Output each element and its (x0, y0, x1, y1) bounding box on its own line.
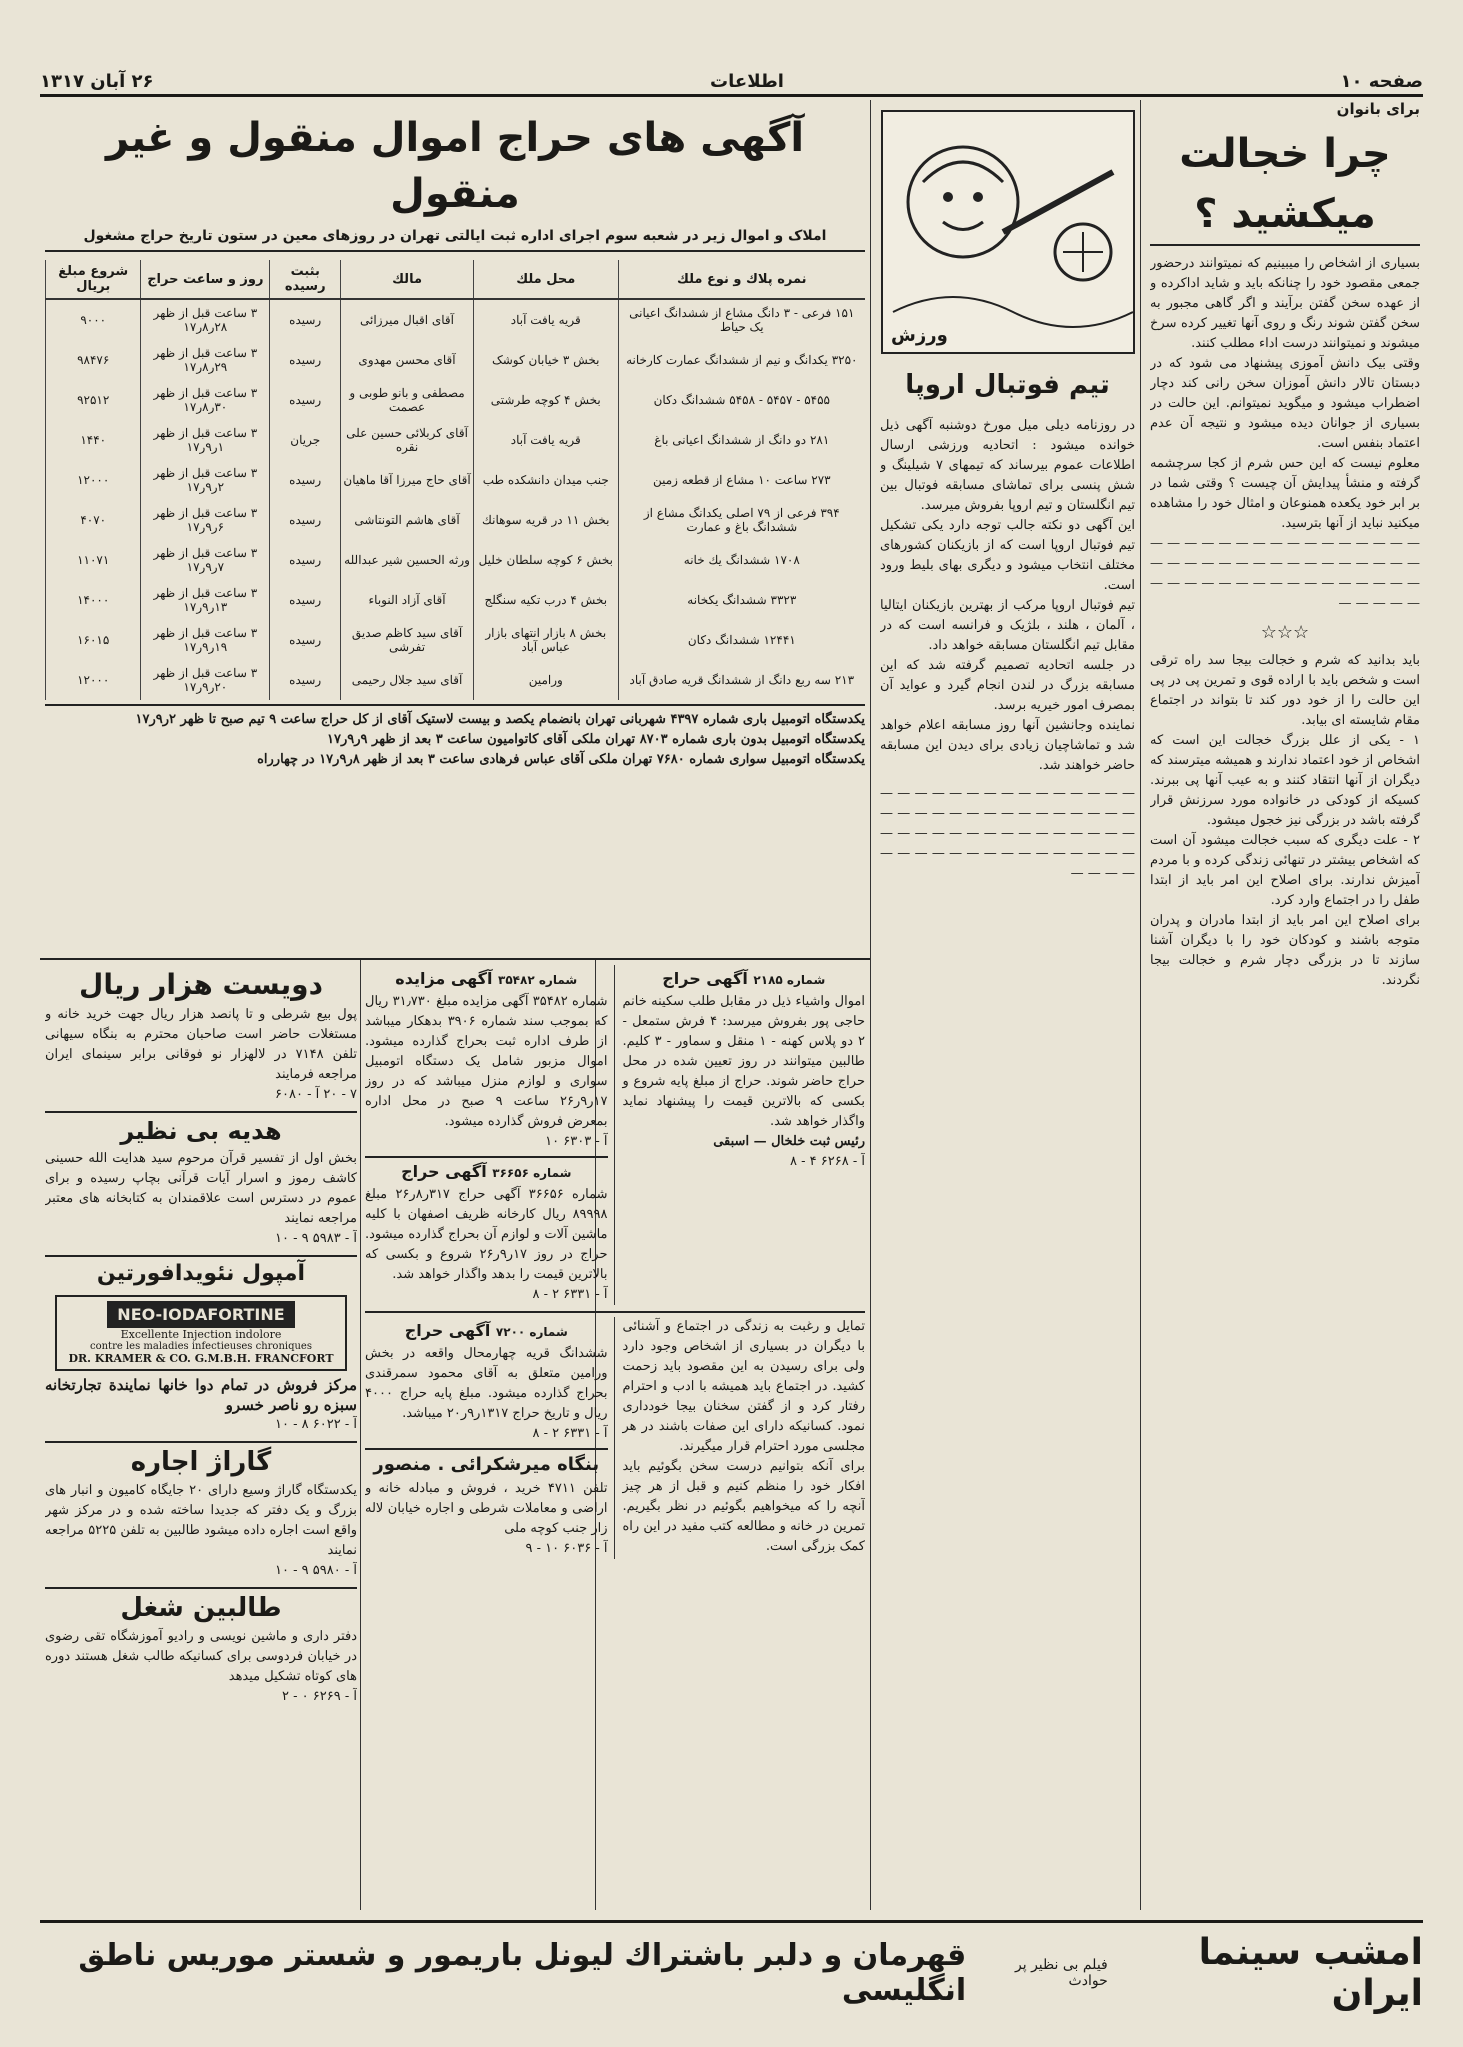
sports-illustration (881, 110, 1135, 354)
womens-paragraph: بسیاری از اشخاص را میبینیم که نمیتوانند درحضور جمعی مقصود خود را چنانکه باید و شاید اداکرده و از عهده سخن گفتن برآیند و اگر گاهی مجبور به سخن گفتن شوند رنگ و روی آنها تغییر کرده سرخ میشوند و نمیتوانند درست اداء مطلب کنند. (1150, 256, 1420, 351)
ad-code: آ - ۵۹۸۳ ۹ - ۱۰ (275, 1231, 357, 1246)
table-row (46, 420, 866, 460)
table-cell: قریه یافت آباد (473, 420, 618, 460)
column-rule (1140, 100, 1141, 1910)
table-cell: ۲۱۳ سه ربع دانگ از ششدانگ قریه صادق آباد (618, 660, 865, 700)
paper-name: اطلاعات (710, 71, 784, 92)
table-cell: ۳ ساعت قبل از ظهر ۱۳ر۹ر۱۷ (141, 580, 270, 620)
table-cell: ۱۲۴۴۱ ششدانگ دکان (618, 620, 865, 660)
ad-text: اموال واشیاء ذیل در مقابل طلب سکینه خانم حاجی پور بفروش میرسد: ۴ فرش ستمعل - ۲ دو پلاس کهنه - ۱ منقل و سماور - ۳ کلیم. طالبین میتوانند در روز تعیین شده در محل حراج حاضر شوند. حراج از مبلغ پایه شروع و بکسی که بالاترین قیمت را پیشنهاد نماید واگذار خواهد شد. (622, 994, 865, 1129)
ad-block (623, 965, 866, 1305)
table-cell: رسیده (270, 620, 341, 660)
table-cell: ورامین (473, 660, 618, 700)
ad-code: آ - ۵۹۸۰ ۹ - ۱۰ (275, 1563, 357, 1578)
womens-paragraph: معلوم نیست که این حس شرم از کجا سرچشمه گرفته و منشأ پیدایش آن چیست ؟ وقتی شما در بر ابر خود یکعده همنوعان و امثال خود را مشاهده میکنید نباید از آنها بترسید. (1150, 456, 1420, 531)
auction-note: یکدستگاه اتومبیل بدون باری شماره ۸۷۰۳ تهران ملکی آقای کاتوامیون ساعت ۳ بعد از ظهر ۹ر۹ر۱۷ (327, 732, 865, 747)
table-row (46, 340, 866, 380)
section-rule (40, 958, 870, 960)
auction-note: یکدستگاه اتومبیل سواری شماره ۷۶۸۰ تهران ملکی آقای عباس فرهادی ساعت ۳ بعد از ظهر ۸ر۹ر۱۷ در چهارراه (257, 752, 865, 767)
ad-code: آ - ۶۳۳۱ ۲ - ۸ (532, 1426, 608, 1441)
sports-paragraph: نماینده وجانشین آنها روز مسابقه اعلام خواهد شد و تماشاچیان زیادی برای دیدن این مسابقه حاضر خواهند شد. (880, 718, 1135, 773)
womens-paragraph: برای اصلاح این امر باید از ابتدا مادران و پدران متوجه باشند و کودکان خود را با دیگران آشنا سازند تا در بزرگی دچار شرم و خجالت بیجا نگردند. (1150, 913, 1420, 988)
table-cell: رسیده (270, 500, 341, 540)
table-header: روز و ساعت حراج (141, 260, 270, 299)
ad-block (45, 965, 357, 1113)
womens-paragraph: ۲ - علت دیگری که سبب خجالت میشود آن است که اشخاص بیشتر در تنهائی زندگی کرده و با مردم آمیزش ندارند. برای اصلاح این امر باید از ابتدا طفل را در اجتماع وارد کرد. (1150, 833, 1420, 908)
table-cell: ۳۲۵۰ یکدانگ و نیم از ششدانگ عمارت کارخانه (618, 340, 865, 380)
ad-text: شماره ۳۵۴۸۲ آگهی مزایده مبلغ ۳۱٫۷۳۰ ریال که بموجب سند شماره ۳۹۰۶ بدهکار میباشد از طرف اداره ثبت بحراج گذارده میشود. اموال مزبور شامل یک دستگاه اتومبیل سواری و لوازم منزل میباشد که در روز ۱۷ر۹ر۲۶ ساعت ۹ صبح در محل اداره بمعرض فروش گذارده میشود. (365, 994, 608, 1129)
table-cell: ۳ ساعت قبل از ظهر ۱ر۹ر۱۷ (141, 420, 270, 460)
table-cell: آقای آزاد النوباء (341, 580, 474, 620)
cinema-subtitle: فیلم بی نظیر پر حوادث (1015, 1957, 1108, 1989)
body-paragraph: برای آنکه بتوانیم درست سخن بگوئیم باید افکار خود را منظم کنیم و قبل از هر چیز آنچه را که میخواهیم بگوئیم در نظر بگیریم. تمرین در خانه و مطالعه کتب مفید در این راه کمک بزرگی است. (622, 1459, 865, 1554)
auction-table (45, 260, 865, 700)
womens-paragraph: باید بدانید که شرم و خجالت بیجا سد راه ترقی است و شخص باید با اراده قوی و تمرین پی در پی این حالت را از خود دور کند تا بتواند در اجتماع مقام شایسته ای بیابد. (1150, 653, 1420, 728)
auction-section (45, 110, 865, 955)
table-cell: ۳ ساعت قبل از ظهر ۲۸ر۸ر۱۷ (141, 299, 270, 340)
table-row (46, 460, 866, 500)
womens-column (1150, 100, 1420, 1910)
ad-title: طالبین شغل (120, 1593, 282, 1623)
ad-text: پول بیع شرطی و تا پانصد هزار ریال جهت خرید خانه و مستغلات حاضر است صاحبان محترم به بنگاه سیهانی تلفن ۷۱۴۸ در لالهزار نو فوقانی برابر سینمای ایران مراجعه فرمایند (45, 1007, 357, 1082)
table-cell: ۱۷۰۸ ششدانگ یك خانه (618, 540, 865, 580)
table-cell: ۴۰۷۰ (46, 500, 141, 540)
ad-title: دویست هزار ریال (79, 968, 323, 1001)
ad-block (45, 1589, 357, 1707)
table-row (46, 299, 866, 340)
brand-maker: DR. KRAMER & CO. G.M.B.H. FRANCFORT (68, 1352, 334, 1365)
body-filler: — — — — — — — — — — — — — — — — — — — — — — — — — — — — — — — — — — — — — — — — — — — — — — — — — — — — — (1150, 536, 1420, 611)
table-header: بثبت رسیده (270, 260, 341, 299)
table-cell: آقای کربلائی حسین علی نقره (341, 420, 474, 460)
table-cell: ۳۹۴ فرعی از ۷۹ اصلی یکدانگ مشاع از ششدانگ باغ و عمارت (618, 500, 865, 540)
ad-title: آگهی حراج (662, 969, 748, 988)
table-cell: بخش ۶ کوچه سلطان خلیل (473, 540, 618, 580)
table-cell: بخش ۱۱ در قریه سوهانك (473, 500, 618, 540)
brand-line: Excellente Injection indolore (120, 1328, 282, 1341)
sports-headline: تیم فوتبال اروپا (905, 370, 1110, 400)
table-cell: بخش ۴ کوچه طرشتی (473, 380, 618, 420)
table-cell: ۲۷۳ ساعت ۱۰ مشاع از قطعه زمین (618, 460, 865, 500)
ad-title: آمپول نئویدافورتین (96, 1261, 306, 1286)
table-cell: ۱۲۰۰۰ (46, 460, 141, 500)
ad-text: شماره ۳۶۶۵۶ آگهی حراج ۳۱۷ر۸ر۲۶ مبلغ ۸۹۹۹۸ ریال کارخانه ظریف اصفهان با کلیه ماشین آلات و لوازم آن بحراج گذارده میشود. حراج در روز ۱۷ر۹ر۲۶ شروع و بکسی که بالاترین قیمت را بدهد واگذار خواهد شد. (365, 1187, 608, 1282)
table-row (46, 500, 866, 540)
ad-text: تلفن ۴۷۱۱ خرید ، فروش و مبادله خانه و اراضی و معاملات شرطی و اجاره خیابان لاله زار جنب کوچه ملی (365, 1481, 608, 1536)
ad-code: آ - ۶۰۳۶ ۱۰ - ۹ (525, 1541, 608, 1556)
table-cell: ۱۱۰۷۱ (46, 540, 141, 580)
body-paragraph: تمایل و رغبت به زندگی در اجتماع و آشنائی با دیگران در بسیاری از اشخاص وجود دارد ولی برای رسیدن به این مقصود باید زحمت کشید. در اجتماع باید همیشه با ادب و احترام رفتار کرد و از گفتن سخنان بیجا خودداری نمود. کسانیکه دارای این صفات باشند در هر مجلسی مورد احترام قرار میگیرند. (622, 1319, 865, 1454)
table-row (46, 380, 866, 420)
ad-block (45, 1443, 357, 1589)
sports-label: ورزش (891, 325, 948, 346)
auction-note: یکدستگاه اتومبیل باری شماره ۴۳۹۷ شهربانی تهران بانضمام یکصد و بیست لاستیک آقای از کل حراج ساعت ۹ تیم صبح تا ظهر ۲ر۹ر۱۷ (135, 712, 865, 727)
ad-number: شماره ۳۶۶۵۶ (492, 1166, 572, 1180)
table-cell: رسیده (270, 380, 341, 420)
table-cell: رسیده (270, 660, 341, 700)
sports-column (880, 110, 1135, 1910)
table-header: محل ملك (473, 260, 618, 299)
brand-line: contre les maladies infectieuses chroniques (90, 1341, 312, 1352)
table-row (46, 540, 866, 580)
ad-text: ششدانگ قریه چهارمحال واقعه در بخش ورامین متعلق به آقای محمود سمرقندی بحراج گذارده میشود. مبلغ پایه حراج ۴۰۰۰ ریال و تاریخ حراج ۱۳۱۷ر۹ر۲۰ میباشد. (365, 1346, 608, 1421)
sports-paragraph: در جلسه اتحادیه تصمیم گرفته شد که این مسابقه بزرگ در لندن انجام گیرد و عواید آن بمصرف امور خیریه برسد. (880, 658, 1135, 713)
table-cell: ۱۵۱ فرعی - ۳ دانگ مشاع از ششدانگ اعیانی یک حیاط (618, 299, 865, 340)
table-cell: ۳۳۲۳ ششدانگ یکخانه (618, 580, 865, 620)
ad-number: شماره ۷۲۰۰ (495, 1325, 568, 1339)
table-cell: بخش ۸ بازار انتهای بازار عباس آباد (473, 620, 618, 660)
table-cell: ۳ ساعت قبل از ظهر ۷ر۹ر۱۷ (141, 540, 270, 580)
cinema-name: امشب سینما ایران (1198, 1932, 1423, 2014)
sports-paragraph: این آگهی دو نکته جالب توجه دارد یکی تشکیل تیم فوتبال اروپا است که از بازیکنان کشورهای مختلف انتخاب میشود و دیگری بهای بلیط ورود است. (880, 518, 1135, 593)
table-cell: آقای هاشم التونتاشی (341, 500, 474, 540)
table-cell: رسیده (270, 460, 341, 500)
table-cell: بخش ۴ درب تکیه سنگلج (473, 580, 618, 620)
ad-block (365, 1317, 615, 1559)
table-cell: ۳ ساعت قبل از ظهر ۲ر۹ر۱۷ (141, 460, 270, 500)
masthead (40, 64, 1423, 97)
ad-code: آ - ۶۳۳۱ ۲ - ۸ (532, 1287, 608, 1302)
table-cell: آقای سید کاظم صدیق تفرشی (341, 620, 474, 660)
table-cell: رسیده (270, 299, 341, 340)
ad-number: شماره ۳۵۴۸۲ (498, 973, 578, 987)
ad-title: هدیه بی نظیر (120, 1117, 282, 1145)
table-cell: آقای اقبال میرزائی (341, 299, 474, 340)
table-cell: ورثه الحسین شیر عبدالله (341, 540, 474, 580)
body-filler: — — — — — — — — — — — — — — — — — — — — — — — — — — — — — — — — — — — — — — — — — — — — — — — — — — — — — — — — — — — — — — — — (880, 786, 1135, 881)
ad-signature: رئیس ثبت خلخال — اسبقی (713, 1134, 865, 1149)
column-rule (360, 960, 361, 1910)
ad-text: مرکز فروش در تمام دوا خانها نمایندة تجارتخانه سبزه رو ناصر خسرو (45, 1376, 357, 1414)
table-cell: ۹۰۰۰ (46, 299, 141, 340)
ad-text: دفتر داری و ماشین نویسی و رادیو آموزشگاه تقی رضوی در خیابان فردوسی برای کسانیکه طالب شغل هستند دوره های کوتاه تشکیل میدهد (45, 1629, 357, 1684)
cinema-feature: قهرمان و دلبر باشتراك لیونل باریمور و شستر موریس ناطق انگلیسی (78, 1938, 967, 2008)
table-cell: ۱۴۴۰ (46, 420, 141, 460)
ad-code: آ - ۶۳۰۳ ۱۰ (545, 1134, 608, 1149)
mid-ads-column (365, 965, 865, 1905)
ad-text: یکدستگاه گاراژ وسیع دارای ۲۰ جایگاه کامیون و انبار های بزرگ و یک دفتر که جدیدا ساخته شده و در مرکز شهر واقع است اجاره داده میشود طالبین به تلفن ۵۲۲۵ مراجعه نمایند (45, 1483, 357, 1558)
table-cell: ۹۸۴۷۶ (46, 340, 141, 380)
table-cell: رسیده (270, 540, 341, 580)
ad-title: آگهی حراج (401, 1162, 487, 1181)
table-cell: آقای حاج میرزا آقا ماهیان (341, 460, 474, 500)
table-cell: ۳ ساعت قبل از ظهر ۳۰ر۸ر۱۷ (141, 380, 270, 420)
table-cell: ۵۴۵۵ - ۵۴۵۷ - ۵۴۵۸ ششدانگ دکان (618, 380, 865, 420)
table-cell: ۳ ساعت قبل از ظهر ۲۹ر۸ر۱۷ (141, 340, 270, 380)
issue-date: ۲۶ آبان ۱۳۱۷ (40, 71, 154, 92)
brand-logo: NEO-IODAFORTINE (107, 1301, 294, 1328)
auction-headline: آگهی های حراج اموال منقول و غیر منقول (105, 115, 805, 217)
table-cell: ۹۲۵۱۲ (46, 380, 141, 420)
auction-subline: املاک و اموال زیر در شعبه سوم اجرای اداره ثبت ایالتی تهران در روزهای معین در ستون تاریخ حراج مشغول (45, 228, 865, 252)
ad-title: آگهی حراج (404, 1321, 491, 1340)
table-header: نمره پلاك و نوع ملك (618, 260, 865, 299)
cinema-banner (40, 1920, 1423, 2023)
table-cell: قریه یافت آباد (473, 299, 618, 340)
table-cell: رسیده (270, 340, 341, 380)
table-row (46, 620, 866, 660)
table-cell: آقای سید جلال رحیمی (341, 660, 474, 700)
table-cell: ۱۶۰۱۵ (46, 620, 141, 660)
ad-code: آ - ۶۲۶۸ ۴ - ۸ (790, 1154, 865, 1169)
table-cell: آقای محسن مهدوی (341, 340, 474, 380)
table-cell: ۱۴۰۰۰ (46, 580, 141, 620)
table-header: شروع مبلغ بریال (46, 260, 141, 299)
ad-block (365, 965, 615, 1305)
ad-title: آگهی مزایده (395, 969, 493, 988)
ad-block (623, 1317, 866, 1559)
brand-box (55, 1295, 347, 1371)
womens-headline: چرا خجالت میکشید ؟ (1150, 124, 1420, 246)
table-cell: ۱۲۰۰۰ (46, 660, 141, 700)
ad-block (45, 1257, 357, 1443)
column-rule (870, 100, 871, 1910)
womens-paragraph: ۱ - یکی از علل بزرگ خجالت این است که اشخاص از خود اعتماد ندارند و همیشه میترسند که دیگران از آنها انتقاد کنند و به عیب آنها پی ببرند. کسیکه از کودکی در خانواده مورد سرزنش قرار گرفته باشد در بزرگی نیز خجول میشود. (1150, 733, 1420, 828)
table-row (46, 580, 866, 620)
ad-text: بخش اول از تفسیر قرآن مرحوم سید هدایت الله حسینی کاشف رموز و اسرار آیات قرآنی بچاپ رسیده و برای عموم در دسترس است علاقمندان به کتابخانه های معتبر مراجعه نمایند (45, 1151, 357, 1226)
table-cell: مصطفی و بانو طوبی و عصمت (341, 380, 474, 420)
ad-block (45, 1113, 357, 1257)
womens-paragraph: وقتی بیک دانش آموزی پیشنهاد می شود که در دبستان تالار دانش آموزان سخن رانی کند دچار اضطراب میشود و میگوید نمیتوانم. این حالت در بسیاری از جوانان دیده میشود و نتیجه آن عدم اعتماد بنفس است. (1150, 356, 1420, 451)
table-cell: رسیده (270, 580, 341, 620)
ad-title: گاراژ اجاره (130, 1447, 272, 1477)
left-ads-column (45, 965, 357, 1905)
ad-title: بنگاه میرشکرائی . منصور (365, 1448, 608, 1475)
table-cell: بخش ۳ خیابان کوشک (473, 340, 618, 380)
table-cell: ۳ ساعت قبل از ظهر ۶ر۹ر۱۷ (141, 500, 270, 540)
sports-paragraph: در روزنامه دیلی میل مورخ دوشنبه آگهی ذیل خوانده میشود : اتحادیه ورزشی ارسال اطلاعات عموم بیرساند که تیمهای ۷ شیلینگ و شش پنسی برای تماشای مسابقه فوتبال بین تیم انگلستان و تیم اروپا بفروش میرسد. (880, 418, 1135, 513)
ad-number: شماره ۲۱۸۵ (753, 973, 826, 987)
ad-code: آ - ۶۰۲۲ ۸ - ۱۰ (275, 1417, 357, 1432)
table-cell: ۳ ساعت قبل از ظهر ۱۹ر۹ر۱۷ (141, 620, 270, 660)
table-header: مالك (341, 260, 474, 299)
ad-code: آ - ۶۲۶۹ ۰ - ۲ (282, 1689, 357, 1704)
table-row (46, 660, 866, 700)
table-cell: ۲۸۱ دو دانگ از ششدانگ اعیانی باغ (618, 420, 865, 460)
separator-stars: ☆☆☆ (1260, 622, 1310, 643)
table-cell: جنب میدان دانشکده طب (473, 460, 618, 500)
table-cell: ۳ ساعت قبل از ظهر ۲۰ر۹ر۱۷ (141, 660, 270, 700)
sports-paragraph: تیم فوتبال اروپا مرکب از بهترین بازیکنان ایتالیا ، آلمان ، هلند ، بلژیک و فرانسه است که در مقابل تیم انگلستان مسابقه خواهد داد. (880, 598, 1135, 653)
table-cell: جریان (270, 420, 341, 460)
ad-code: ۷ - ۲۰ آ - ۶۰۸۰ (275, 1087, 357, 1102)
section-tag: برای بانوان (1336, 100, 1420, 118)
page-number: صفحه ۱۰ (1340, 71, 1423, 92)
